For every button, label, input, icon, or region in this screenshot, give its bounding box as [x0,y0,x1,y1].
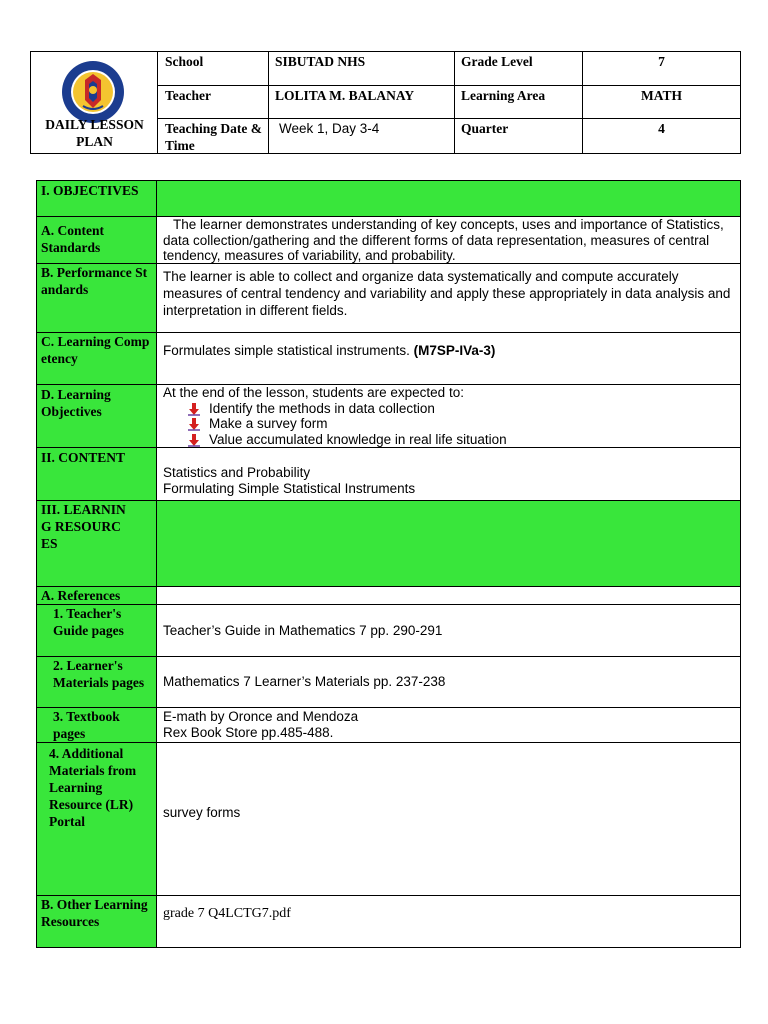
teachers-guide-label: 1. Teacher's Guide pages [53,606,124,638]
content-standards-text: The learner demonstrates understanding of key concepts, uses and importance of Statistics, data collection/gathering and the different forms of data representation, measures of central tendency, measures of variability, and probability. [163,217,724,263]
teachers-guide-row [37,605,740,657]
content-standards-row [37,217,740,264]
grade-label-cell [455,52,583,86]
objectives-row [37,181,740,217]
teacher-label: Teacher [165,88,211,103]
lesson-plan-table [36,180,741,948]
content-standards-label: A. Content Standards [41,223,104,255]
school-label-cell [158,52,269,86]
performance-standards-label: B. Performance Standards [41,265,148,297]
down-arrow-bullet-icon [187,402,201,416]
other-resources-row [37,896,740,947]
learning-competency-label: C. Learning Competency [41,334,150,366]
list-item: Value accumulated knowledge in real life situation [187,432,734,448]
deped-seal-icon [61,60,125,124]
learning-competency-row [37,333,740,385]
quarter-label-cell [455,119,583,153]
down-arrow-bullet-icon [187,433,201,447]
learning-resources-label: III. LEARNING RESOURCES [41,502,126,551]
learning-objectives-list [163,401,734,448]
additional-materials-text: survey forms [163,805,241,820]
learning-resources-row [37,501,740,587]
learning-competency-text: Formulates simple statistical instruments. [163,343,410,358]
other-resources-text: grade 7 Q4LCTG7.pdf [163,906,291,921]
performance-standards-text: The learner is able to collect and organize data systematically and compute accurately measures of central tendency and variability and apply these appropriately in data analysis and interpretation in different fields. [163,269,731,318]
textbook-line-2: Rex Book Store pp.485-488. [163,725,334,740]
learning-area-value: MATH [641,88,682,103]
content-label: II. CONTENT [41,450,126,465]
school-value: SIBUTAD NHS [275,54,366,69]
quarter-value: 4 [658,121,665,136]
learning-objectives-row [37,385,740,448]
learning-area-label: Learning Area [461,88,546,103]
textbook-label: 3. Textbook pages [53,709,120,741]
list-item: Identify the methods in data collection [187,401,734,417]
references-label: A. References [41,588,121,603]
objectives-heading: I. OBJECTIVES [41,183,139,198]
additional-materials-label: 4. Additional Materials from Learning Resource (LR) Portal [49,746,137,829]
additional-materials-row [37,743,740,896]
quarter-label: Quarter [461,121,509,136]
learners-materials-text: Mathematics 7 Learner’s Materials pp. 237-238 [163,674,446,689]
list-item: Make a survey form [187,416,734,432]
competency-code: (M7SP-IVa-3) [413,343,496,358]
date-label-cell [158,119,269,153]
content-line-1: Statistics and Probability [163,465,311,480]
area-label-cell [455,86,583,119]
learning-objectives-intro: At the end of the lesson, students are expected to: [163,385,464,400]
area-value-cell [583,86,740,119]
grade-level-value: 7 [658,54,665,69]
down-arrow-bullet-icon [187,417,201,431]
teaching-date-value: Week 1, Day 3-4 [279,121,380,136]
header-table [30,51,741,154]
daily-lesson-plan-title: DAILY LESSON PLAN [45,117,144,149]
references-row [37,587,740,605]
school-value-cell [269,52,455,86]
learning-objectives-label: D. Learning Objectives [41,387,111,419]
other-resources-label: B. Other Learning Resources [41,897,148,929]
textbook-row [37,708,740,743]
teaching-date-label: Teaching Date & Time [165,121,262,153]
teachers-guide-text: Teacher’s Guide in Mathematics 7 pp. 290-291 [163,623,443,638]
learners-materials-row [37,657,740,708]
date-value-cell [269,119,455,153]
content-row [37,448,740,501]
textbook-line-1: E-math by Oronce and Mendoza [163,709,359,724]
content-line-2: Formulating Simple Statistical Instruments [163,481,416,496]
teacher-value: LOLITA M. BALANAY [275,88,415,103]
performance-standards-row [37,264,740,333]
grade-value-cell [583,52,740,86]
teacher-value-cell [269,86,455,119]
learners-materials-label: 2. Learner's Materials pages [53,658,145,690]
grade-level-label: Grade Level [461,54,533,69]
school-label: School [165,54,204,69]
teacher-label-cell [158,86,269,119]
logo-cell [31,52,158,153]
quarter-value-cell [583,119,740,153]
